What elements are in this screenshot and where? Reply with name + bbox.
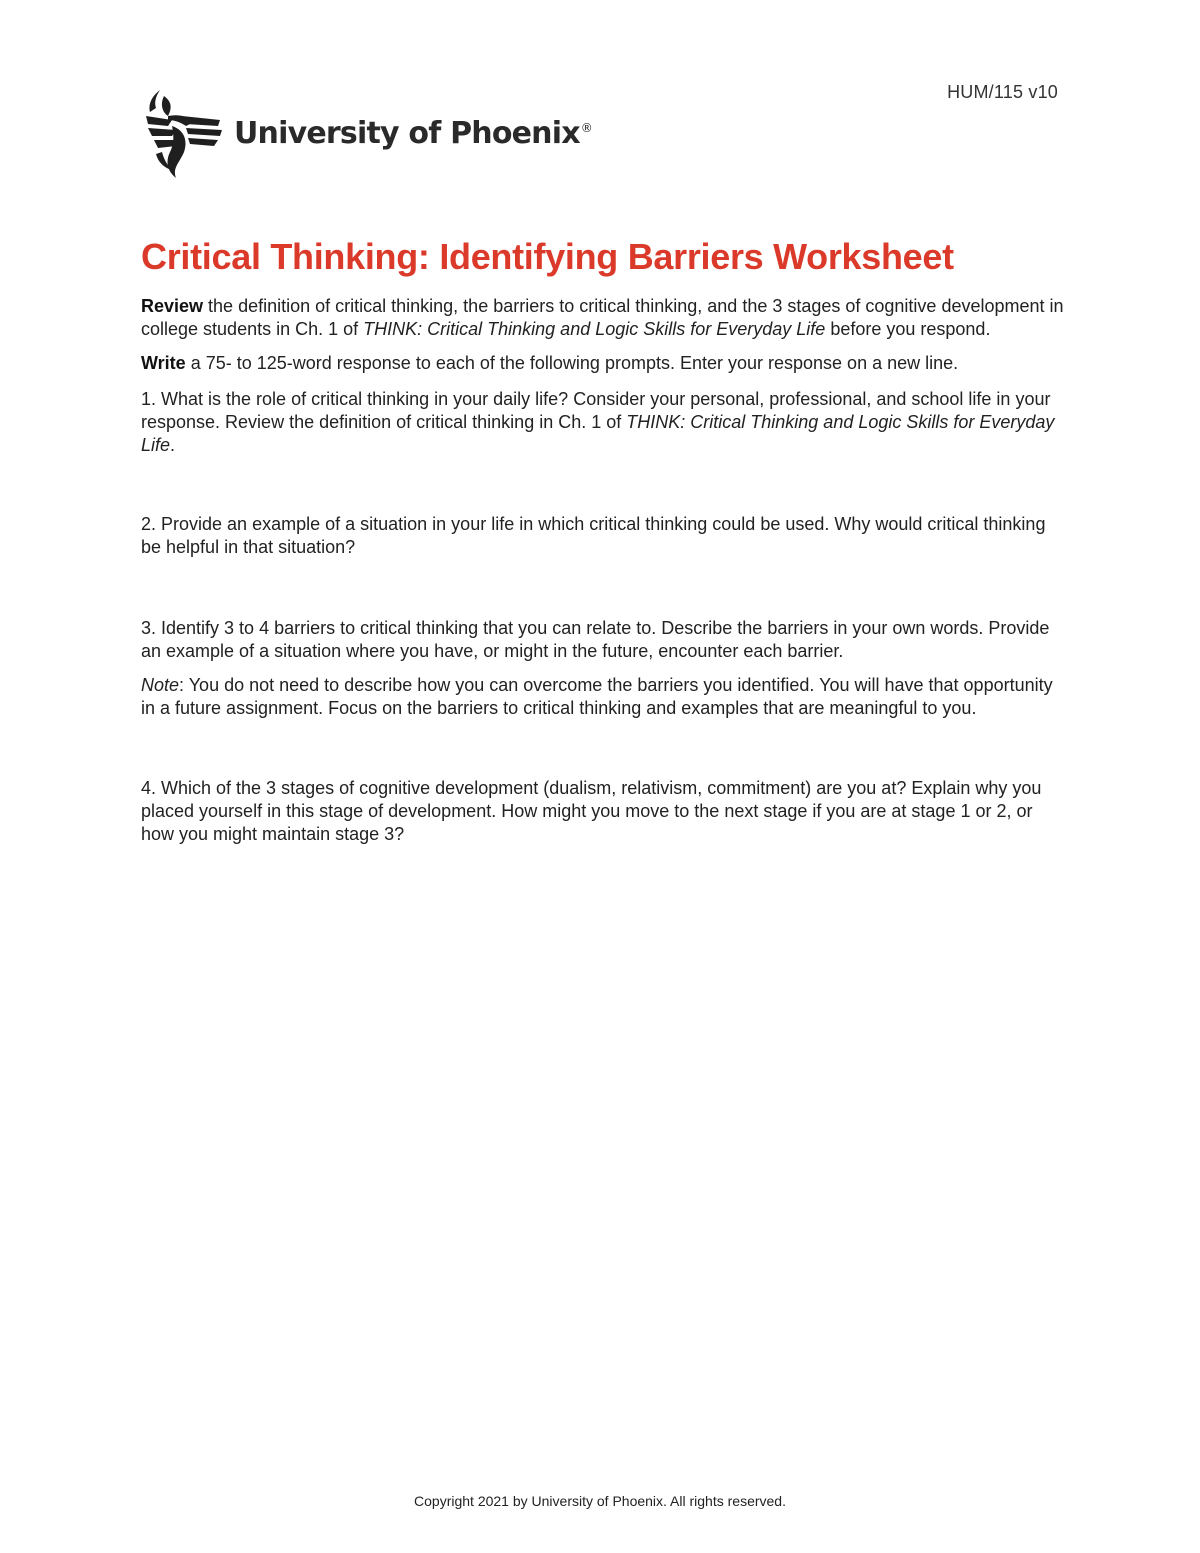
prompt-4: 4. Which of the 3 stages of cognitive development (dualism, relativism, commitment) are you at? Explain why you placed yourself in this stage of development. How might you move to the next stage if you are at stage 1 or 2, or how you might maintain stage 3? [141, 778, 1042, 844]
write-lead: Write [141, 353, 186, 373]
prompt-1-text: 1. What is the role of critical thinking in your daily life? Consider your personal, professional, and school life in your response. Review the definition of critical thinking in Ch. 1 of [141, 389, 1051, 432]
review-instruction [141, 295, 1066, 341]
prompt-3-note [141, 674, 1066, 720]
review-text: the definition of critical thinking, the barriers to critical thinking, and the 3 stages of cognitive development in college students in Ch. 1 of [141, 296, 1064, 339]
prompt-2: 2. Provide an example of a situation in your life in which critical thinking could be used. Why would critical thinking be helpful in that situation? [141, 514, 1046, 557]
worksheet-body [141, 295, 1066, 846]
write-text: a 75- to 125-word response to each of the following prompts. Enter your response on a new line. [185, 353, 959, 373]
worksheet-title: Critical Thinking: Identifying Barriers Worksheet [141, 236, 954, 277]
university-logo [142, 86, 592, 178]
prompt-3: 3. Identify 3 to 4 barriers to critical thinking that you can relate to. Describe the barriers in your own words. Provide an example of a situation where you have, or might in the future, encounter each barrier. [141, 618, 1050, 661]
book-title: THINK: Critical Thinking and Logic Skills for Everyday Life [363, 319, 826, 339]
note-text: : You do not need to describe how you can overcome the barriers you identified. You will have that opportunity in a future assignment. Focus on the barriers to critical thinking and examples that are meaningful to you. [141, 675, 1053, 718]
university-wordmark [234, 116, 592, 151]
wordmark-text: University of Phoenix [234, 115, 580, 151]
prompt-1 [141, 388, 1066, 457]
prompt-1-book-title: THINK: Critical Thinking and Logic Skills for Everyday Life [141, 412, 1055, 455]
review-lead: Review [141, 296, 204, 316]
prompt-1-end: . [170, 435, 176, 455]
course-code: HUM/115 v10 [947, 82, 1058, 102]
note-label: Note [141, 675, 180, 695]
review-text-end: before you respond. [825, 319, 991, 339]
phoenix-bird-icon [142, 86, 224, 178]
write-instruction [141, 352, 1066, 375]
registered-mark: ® [580, 120, 592, 135]
copyright-footer: Copyright 2021 by University of Phoenix. All rights reserved. [414, 1493, 786, 1509]
